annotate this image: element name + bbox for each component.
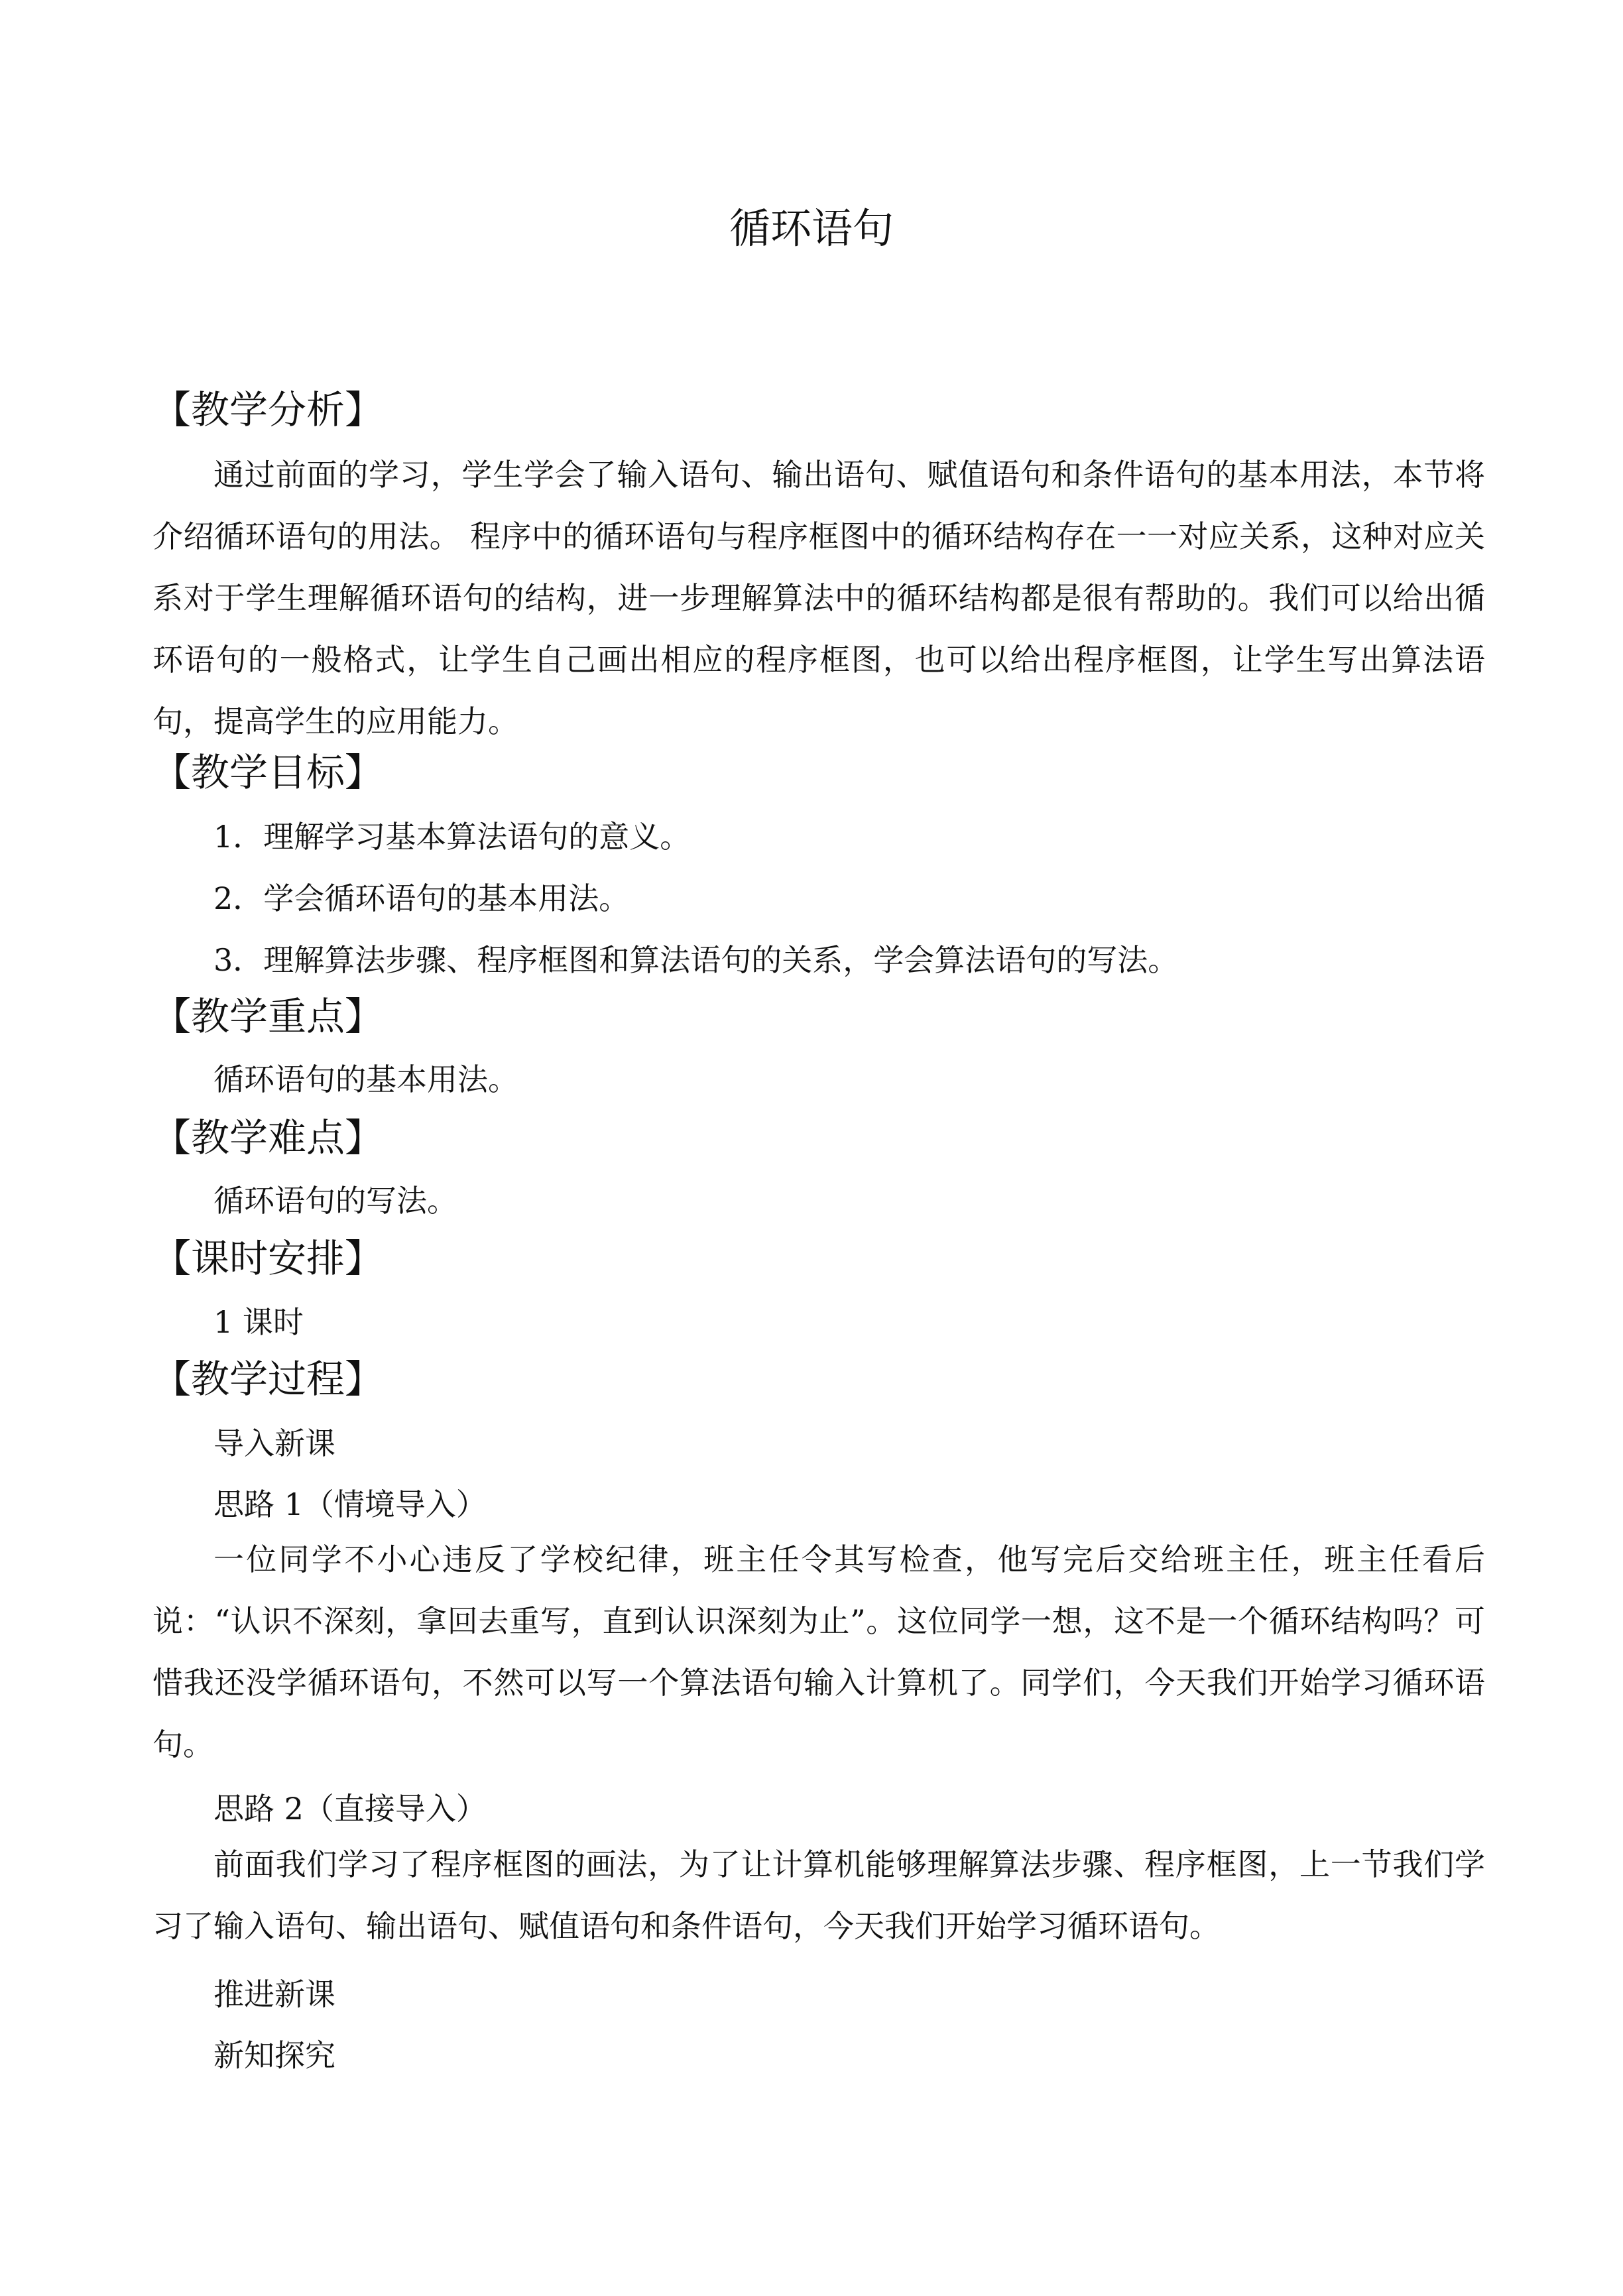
heading-key-points: 【教学重点】	[152, 994, 384, 1039]
analysis-paragraph: 通过前面的学习，学生学会了输入语句、输出语句、赋值语句和条件语句的基本用法，本节将介绍循环语句的用法。 程序中的循环语句与程序框图中的循环结构存在一一对应关系，这种对应关系对于学生理解循环语句的结构，进一步理解算法中的循环结构都是很有帮助的。我们可以给出循环语句的一般格式，让学生自己画出相应的程序框图，也可以给出程序框图，让学生写出算法语句，提高学生的应用能力。	[152, 457, 1485, 739]
process-intro: 导入新课	[213, 1425, 335, 1461]
idea-1-paragraph: 一位同学不小心违反了学校纪律，班主任令其写检查，他写完后交给班主任，班主任看后说：“认识不深刻，拿回去重写，直到认识深刻为止”。这位同学一想，这不是一个循环结构吗？可惜我还没学循环语句，不然可以写一个算法语句输入计算机了。同学们，今天我们开始学习循环语句。	[152, 1541, 1485, 1762]
heading-difficulties: 【教学难点】	[152, 1115, 384, 1160]
schedule-text: 1 课时	[213, 1304, 304, 1340]
key-points-text: 循环语句的基本用法。	[213, 1061, 518, 1097]
heading-teaching-analysis: 【教学分析】	[152, 387, 384, 432]
idea-1-label: 思路 1（情境导入）	[213, 1486, 487, 1522]
heading-teaching-process: 【教学过程】	[152, 1357, 384, 1402]
advance-lesson-label: 推进新课	[213, 1976, 335, 2012]
idea-2-label: 思路 2（直接导入）	[213, 1791, 487, 1827]
objective-item-1: 1．理解学习基本算法语句的意义。	[213, 819, 691, 855]
objective-item-3: 3．理解算法步骤、程序框图和算法语句的关系，学会算法语句的写法。	[213, 942, 1179, 978]
idea-2-paragraph: 前面我们学习了程序框图的画法，为了让计算机能够理解算法步骤、程序框图，上一节我们学习了输入语句、输出语句、赋值语句和条件语句，今天我们开始学习循环语句。	[152, 1846, 1485, 1944]
heading-schedule: 【课时安排】	[152, 1236, 384, 1281]
document-title: 循环语句	[729, 204, 894, 253]
explore-label: 新知探究	[213, 2037, 335, 2073]
difficulties-text: 循环语句的写法。	[213, 1183, 457, 1219]
heading-teaching-objectives: 【教学目标】	[152, 750, 384, 795]
objective-item-2: 2．学会循环语句的基本用法。	[213, 880, 630, 916]
